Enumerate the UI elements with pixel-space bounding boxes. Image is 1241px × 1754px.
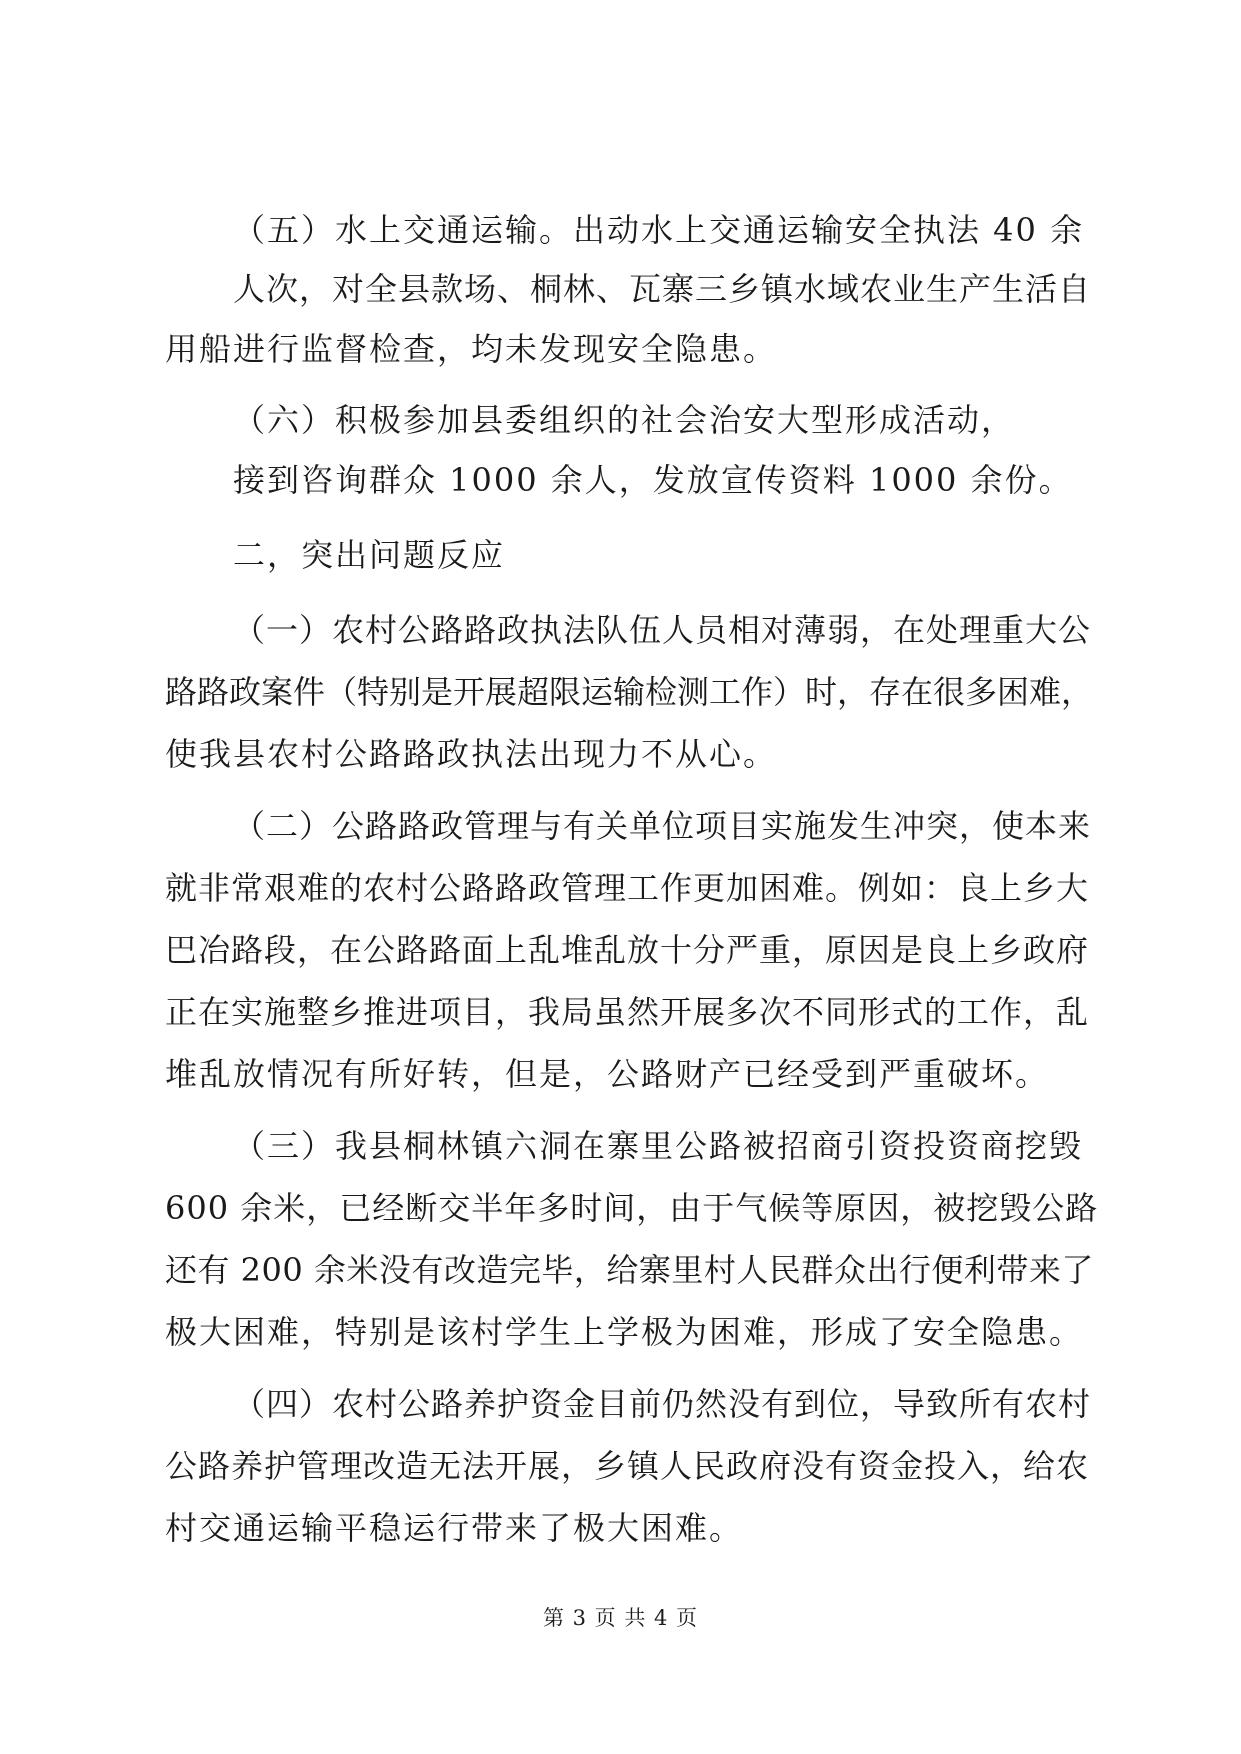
text-line: （五）水上交通运输。出动水上交通运输安全执法 40 余 [233,211,1085,249]
text-line: 就非常艰难的农村公路路政管理工作更加困难。例如：良上乡大 [165,869,1090,907]
text-line: 600 余米，已经断交半年多时间，由于气候等原因，被挖毁公路 [165,1189,1099,1227]
section-heading: 二，突出问题反应 [233,536,506,574]
text-line: 公路养护管理改造无法开展，乡镇人民政府没有资金投入，给农 [165,1447,1090,1485]
text-line: （一）农村公路路政执法队伍人员相对薄弱，在处理重大公 [233,611,1092,649]
text-line: 路路政案件（特别是开展超限运输检测工作）时，存在很多困难， [165,673,1094,711]
text-line: 堆乱放情况有所好转，但是，公路财产已经受到严重破坏。 [165,1055,1050,1093]
text-line: （四）农村公路养护资金目前仍然没有到位，导致所有农村 [233,1385,1092,1423]
text-line: 还有 200 余米没有改造完毕，给寨里村人民群众出行便利带来了 [165,1251,1094,1289]
text-line: （三）我县桐林镇六洞在寨里公路被招商引资投资商挖毁 [233,1127,1084,1165]
text-line: 正在实施整乡推进项目，我局虽然开展多次不同形式的工作，乱 [165,993,1090,1031]
text-line: 接到咨询群众 1000 余人，发放宣传资料 1000 余份。 [233,461,1073,499]
text-line: （六）积极参加县委组织的社会治安大型形成活动， [233,401,1016,439]
text-line: 村交通运输平稳运行带来了极大困难。 [165,1509,744,1547]
text-line: 极大困难，特别是该村学生上学极为困难，形成了安全隐患。 [165,1313,1084,1351]
text-line: 人次，对全县款场、桐林、瓦寨三乡镇水域农业生产生活自 [233,270,1092,308]
text-line: 巴冶路段，在公路路面上乱堆乱放十分严重，原因是良上乡政府 [165,931,1090,969]
text-line: 使我县农村公路路政执法出现力不从心。 [165,735,778,773]
text-line: 用船进行监督检查，均未发现安全隐患。 [165,330,778,368]
text-line: （二）公路路政管理与有关单位项目实施发生冲突，使本来 [233,807,1092,845]
page-number-footer: 第 3 页 共 4 页 [542,1606,699,1630]
